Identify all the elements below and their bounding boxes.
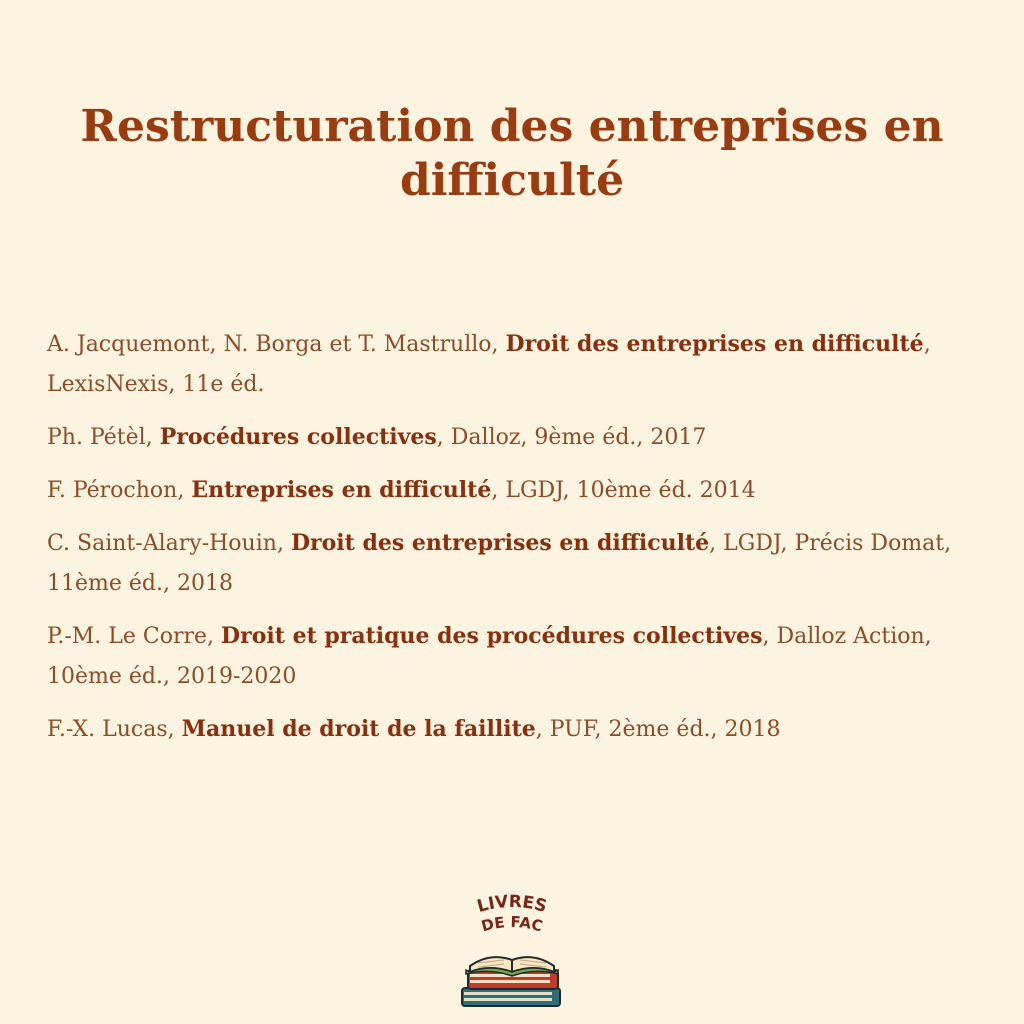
ref-details: LexisNexis, 11e éd. [47, 372, 265, 397]
ref-work: Procédures collectives [159, 424, 437, 450]
ref-details: LGDJ, Précis Domat, 11ème éd., 2018 [47, 531, 952, 596]
ref-details: Dalloz Action, 10ème éd., 2019-2020 [47, 624, 932, 689]
ref-authors: F. Pérochon [47, 478, 178, 503]
reference-list [47, 324, 982, 762]
ref-authors: F.-X. Lucas [47, 717, 168, 742]
ref-details: Dalloz, 9ème éd., 2017 [450, 425, 707, 450]
ref-work: Manuel de droit de la faillite [181, 716, 536, 742]
ref-authors: P.-M. Le Corre [47, 624, 208, 649]
ref-work: Entreprises en difficulté [191, 477, 492, 503]
list-item: A. Jacquemont, N. Borga et T. Mastrullo, Droit des entreprises en difficulté, LexisNexis, 11e éd. [47, 331, 931, 397]
ref-work: Droit et pratique des procédures collectives [221, 623, 763, 649]
list-item: P.-M. Le Corre, Droit et pratique des procédures collectives, Dalloz Action, 10ème éd., 2019-2020 [47, 623, 932, 689]
ref-work: Droit des entreprises en difficulté [290, 530, 710, 556]
list-item: Ph. Pétèl, Procédures collectives, Dalloz, 9ème éd., 2017 [47, 424, 707, 450]
ref-details: LGDJ, 10ème éd. 2014 [505, 478, 756, 503]
logo-line2: DE FAC [479, 912, 545, 936]
ref-authors: A. Jacquemont, N. Borga et T. Mastrullo [47, 332, 492, 357]
ref-work: Droit des entreprises en difficulté [505, 331, 924, 357]
ref-details: PUF, 2ème éd., 2018 [549, 717, 781, 742]
ref-authors: Ph. Pétèl [47, 425, 146, 450]
livres-de-fac-logo [450, 888, 574, 1014]
list-item: F. Pérochon, Entreprises en difficulté, LGDJ, 10ème éd. 2014 [47, 477, 756, 503]
list-item: C. Saint-Alary-Houin, Droit des entreprises en difficulté, LGDJ, Précis Domat, 11ème éd., 2018 [47, 530, 952, 596]
list-item: F.-X. Lucas, Manuel de droit de la faillite, PUF, 2ème éd., 2018 [47, 716, 781, 742]
page-title: Restructuration des entreprises en difficulté [80, 101, 944, 206]
ref-authors: C. Saint-Alary-Houin [47, 531, 277, 556]
logo-line1: LIVRES [475, 891, 549, 917]
book-stack-icon [462, 957, 560, 1006]
